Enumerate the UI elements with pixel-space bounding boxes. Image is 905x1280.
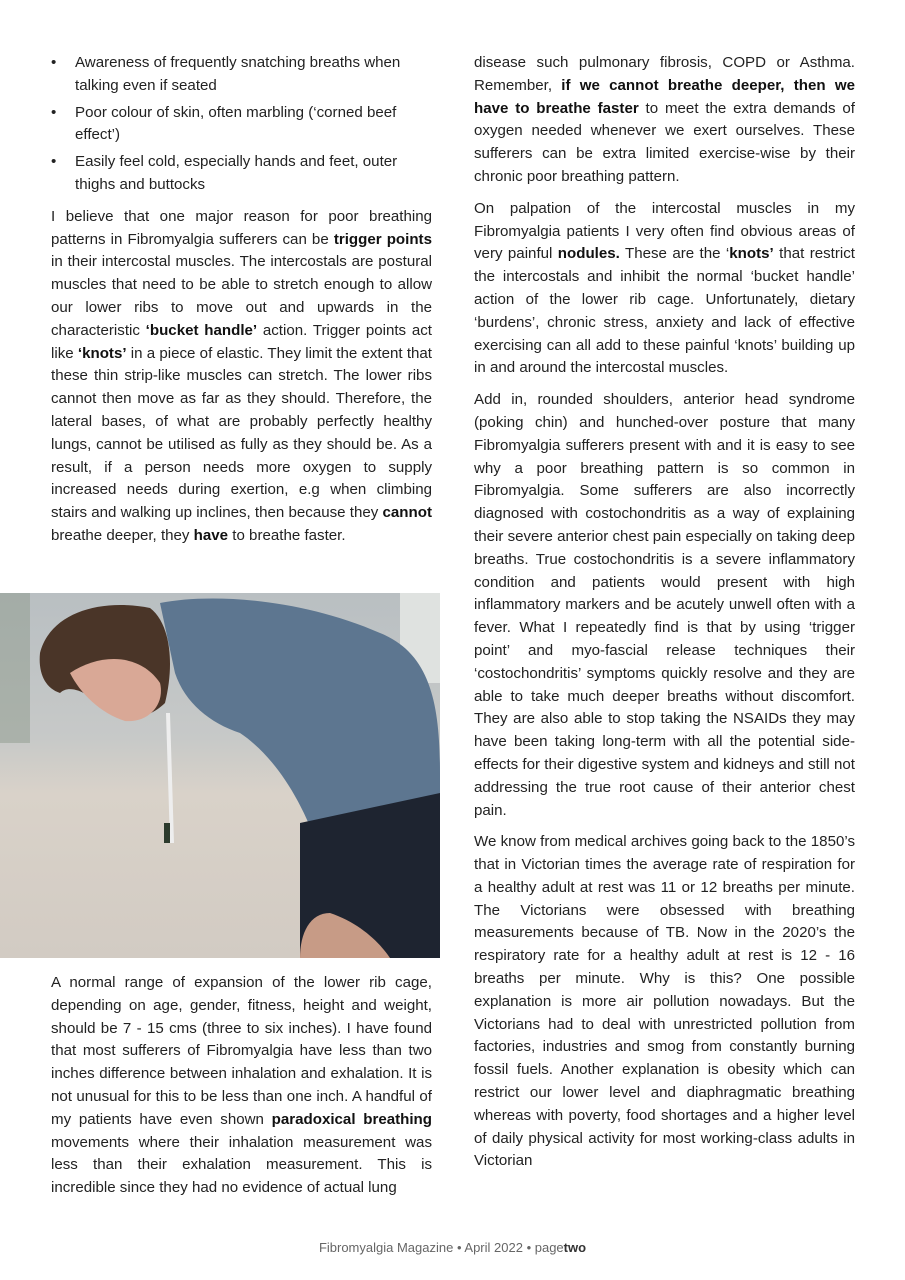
text-run: I believe that one major reason for poor breathing patterns in Fibromyalgia sufferers can be (51, 207, 432, 248)
right-column (474, 52, 855, 1182)
body-paragraph (474, 198, 855, 380)
left-column-top (51, 52, 432, 557)
separator: • (453, 1240, 465, 1255)
bold-text: knots’ (729, 245, 774, 263)
text-run: in their intercostal muscles. The intercostals are postural muscles that need to be able to stretch enough to allow our lower ribs to move out and upwards in the characteristic (51, 253, 432, 339)
body-paragraph (51, 206, 432, 548)
left-column-bottom (51, 972, 432, 1209)
bold-text: have (193, 526, 229, 544)
separator: • (522, 1240, 535, 1255)
page-number: two (563, 1240, 587, 1255)
page-label: page (534, 1240, 564, 1255)
text-run: We know from medical archives going back to the 1850’s that in Victorian times the average rate of respiration for a healthy adult at rest was 11 or 12 breaths per minute. The Victorians were obsessed with breathing measurements because of TB. Now in the 2020’s the respiratory rate for a healthy adult at rest is 12 - 16 breaths per minute. Why is this? One possible explanation is more air pollution nowadays. But the Victorians had to deal with unrestricted pollution from factories, industries and smog from constantly burning fossil fuels. Another explanation is obesity which can restrict our lower level and diaphragmatic breathing whereas with poverty, food shortages and a higher level of daily physical activity for most working-class adults in Victorian (474, 833, 855, 1170)
bold-text: if we cannot breathe deeper, then we have to breathe faster (474, 76, 855, 117)
list-item: • Easily feel cold, especially hands and feet, outer thighs and buttocks (51, 151, 432, 197)
text-run: movements where their inhalation measurement was less than their exhalation measurement. This is incredible since they had no evidence of actual lung (51, 1133, 432, 1197)
photo-woman-out-of-breath (0, 593, 440, 958)
body-paragraph (474, 52, 855, 189)
list-item: • Poor colour of skin, often marbling (‘corned beef effect’) (51, 102, 432, 148)
list-item: • Awareness of frequently snatching breaths when talking even if seated (51, 52, 432, 98)
text-run: disease such pulmonary fibrosis, COPD or Asthma. Remember, (474, 54, 855, 94)
bold-text: cannot (382, 504, 432, 522)
text-run: Add in, rounded shoulders, anterior head syndrome (poking chin) and hunched-over posture that many Fibromyalgia sufferers present with and it is easy to see why a poor breathing pattern is so common in Fibromyalgia. Some sufferers are also incorrectly diagnosed with costochondritis as a way of explaining their severe anterior chest pain especially on taking deep breaths. True costochondritis is a severe inflammatory condition and patients would present with high inflammatory markers and be acutely unwell often with a fever. What I repeatedly find is that by using ‘trigger point’ and myo-fascial release techniques their ‘costochondritis’ symptoms quickly resolve and they are able to take much deeper breaths without discomfort. They are also able to stop taking the NSAIDs they may have been taking long-term with all the potential side-effects for their digestive system and kidneys and still not addressing the true root cause of their anterior chest pain. (474, 391, 855, 819)
text-run: A normal range of expansion of the lower rib cage, depending on age, gender, fitness, height and weight, should be 7 - 15 cms (three to six inches). I have found that most sufferers of Fibromyalgia have less than two inches difference between inhalation and exhalation. It is not unusual for this to be less than one inch. A handful of my patients have even shown (51, 974, 432, 1128)
issue-date: April 2022 (464, 1240, 523, 1255)
body-paragraph (474, 389, 855, 822)
text-run: On palpation of the intercostal muscles in my Fibromyalgia patients I very often find obvious areas of very painful (474, 199, 855, 263)
text-run: These are the ‘ (619, 245, 730, 263)
bold-text: ‘knots’ (77, 344, 127, 362)
text-run: in a piece of elastic. They limit the extent that these thin strip-like muscles can stretch. The lower ribs cannot then move as far as they should. Therefore, the lateral bases, of what are probably perfectly healthy lungs, cannot be utilised as fully as they should be. As a result, if a person needs more oxygen to supply increased needs during exertion, e.g when climbing stairs and walking up inclines, then because they (51, 344, 432, 522)
text-run: action. Trigger points act like (51, 321, 432, 362)
page-footer (0, 1240, 905, 1255)
magazine-name: Fibromyalgia Magazine (318, 1240, 454, 1255)
bold-text: trigger points (333, 230, 432, 248)
symptom-list (51, 52, 432, 197)
text-run: to meet the extra demands of oxygen needed whenever we exert ourselves. These sufferers can be extra limited exercise-wise by their chronic poor breathing pattern. (474, 99, 855, 185)
text-run: breathe deeper, they (51, 526, 194, 544)
body-paragraph (51, 972, 432, 1200)
bold-text: nodules. (557, 245, 620, 263)
text-run: to breathe faster. (228, 526, 346, 544)
bold-text: paradoxical breathing (271, 1110, 432, 1128)
text-run: that restrict the intercostals and inhibit the normal ‘bucket handle’ action of the lower rib cage. Unfortunately, dietary ‘burdens’, chronic stress, anxiety and lack of effective exercising can all add to these painful ‘knots’ building up in and around the intercostal muscles. (474, 245, 855, 377)
bold-text: ‘bucket handle’ (145, 321, 258, 339)
body-paragraph (474, 831, 855, 1173)
